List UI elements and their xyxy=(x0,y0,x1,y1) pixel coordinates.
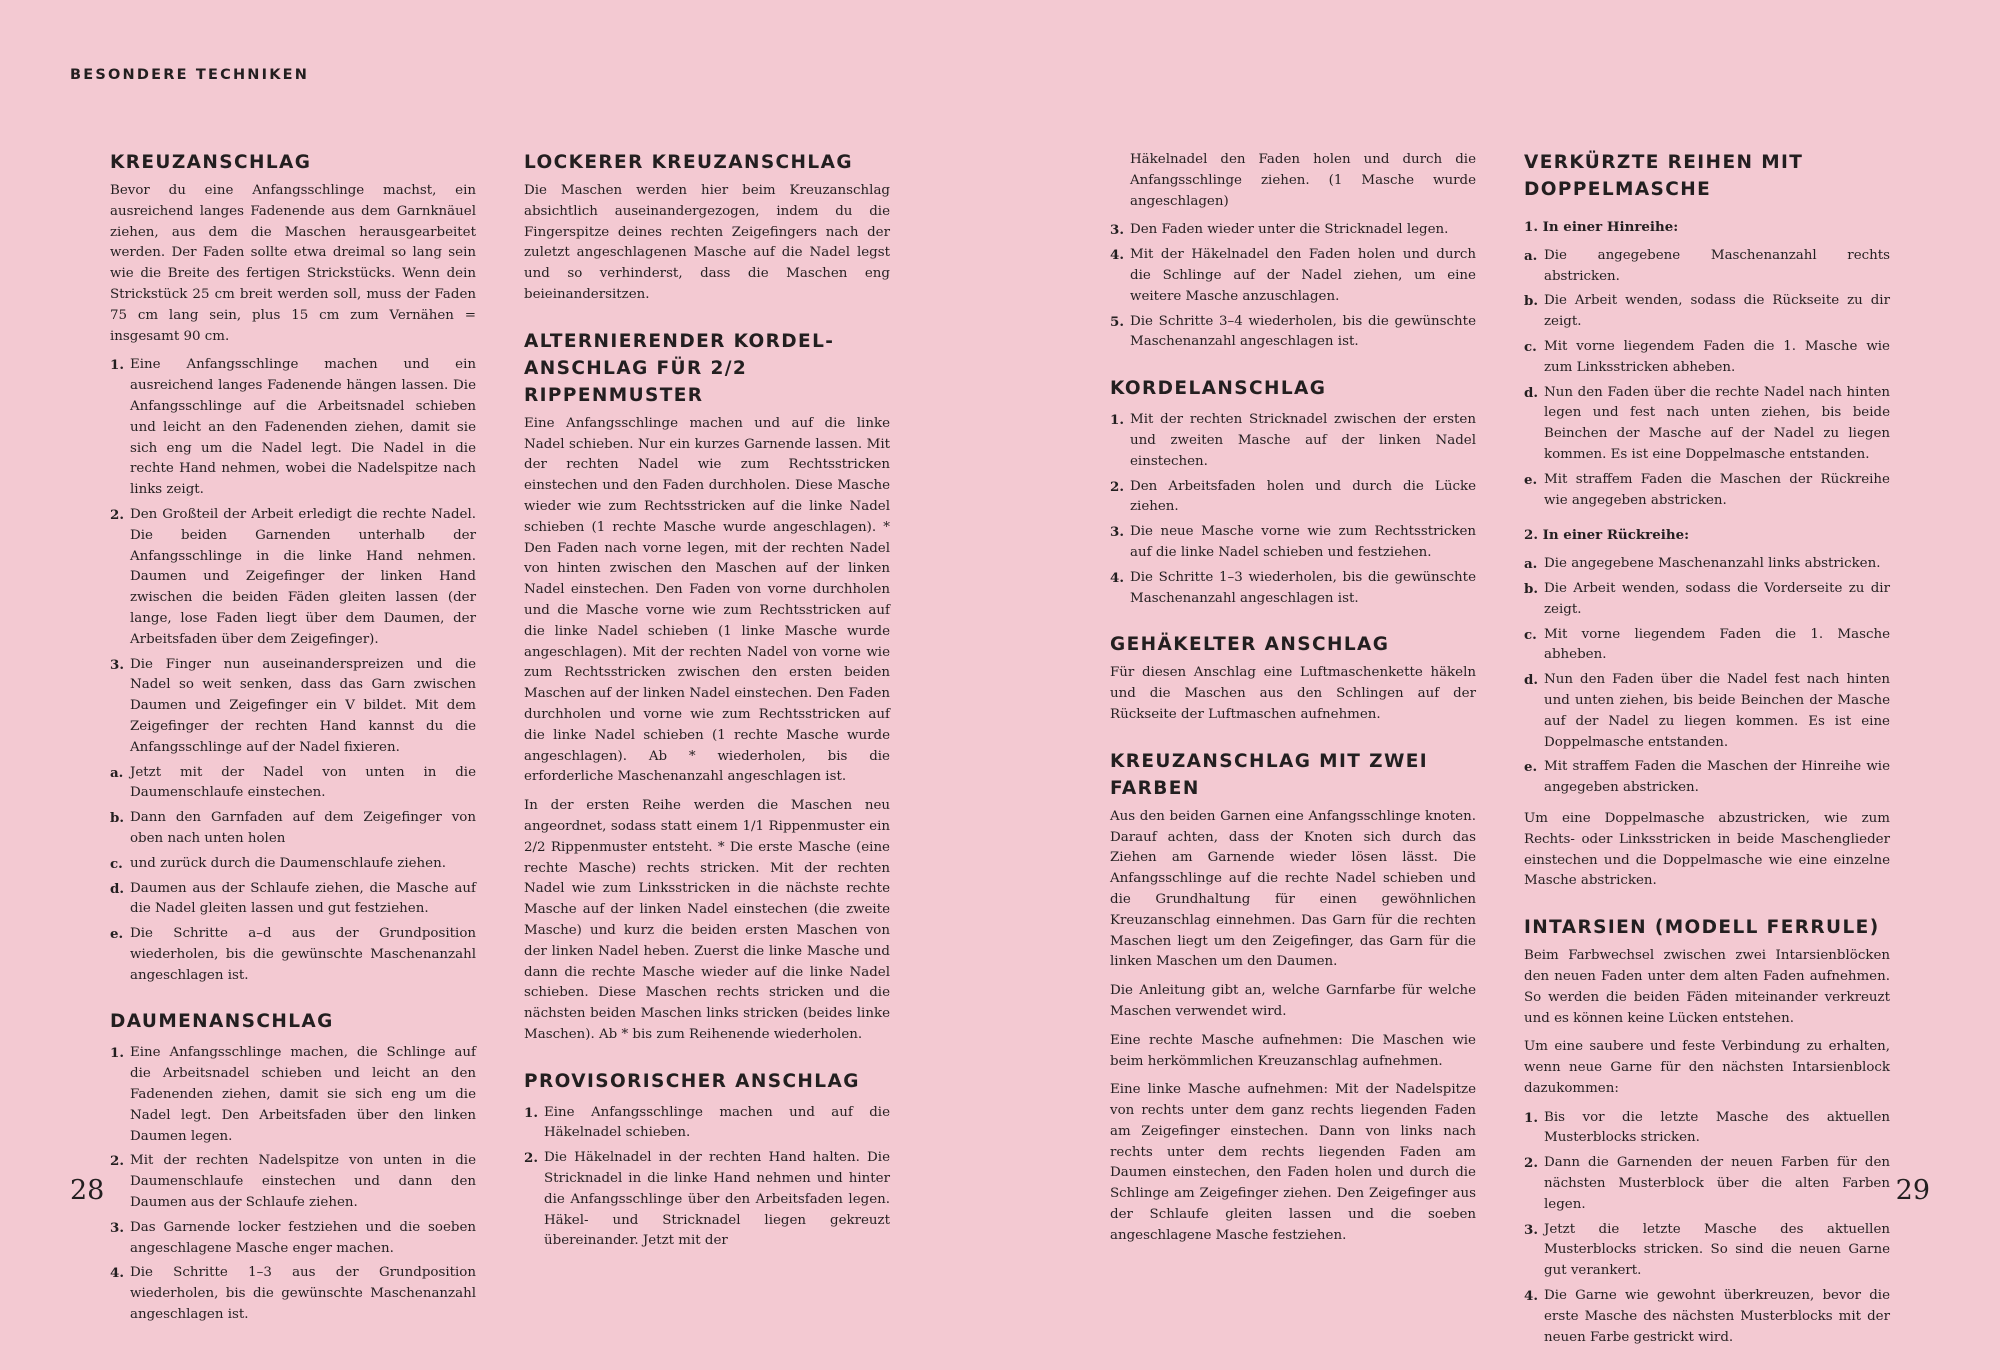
step-item xyxy=(110,655,476,759)
step-number: 2. xyxy=(524,1150,538,1167)
paragraph: Eine rechte Masche aufnehmen: Die Maschen wie beim herkömmlichen Kreuzanschlag aufnehmen. xyxy=(1110,1032,1476,1069)
step-text: Den Arbeitsfaden holen und durch die Lücke ziehen. xyxy=(1130,478,1476,515)
step-text: Mit vorne liegendem Faden die 1. Masche wie zum Linksstricken abheben. xyxy=(1544,338,1890,375)
section-kreuzanschlag xyxy=(110,149,476,986)
step-number: d. xyxy=(110,880,125,897)
step-number: 3. xyxy=(110,1219,124,1236)
step-item xyxy=(110,854,476,875)
step-list xyxy=(1524,554,1890,799)
page-number-right: 29 xyxy=(1895,1175,1930,1206)
step-number: a. xyxy=(110,764,124,781)
step-text: Eine Anfangsschlinge machen und ein ausreichend langes Fadenende hängen lassen. Die Anfangsschlinge auf die Arbeitsnadel schieben und leicht an den Fadenenden ziehen, damit sie sich eng um die Nadel legt. Die Nadel in die rechte Hand nehmen, wobei die Nadelspitze nach links zeigt. xyxy=(130,357,476,498)
step-number: 4. xyxy=(1110,247,1124,264)
step-text: Dann den Garnfaden auf dem Zeigefinger von oben nach unten holen xyxy=(130,810,476,846)
step-item xyxy=(1110,477,1476,519)
section-title: KORDELANSCHLAG xyxy=(1110,378,1327,400)
step-item xyxy=(1524,246,1890,288)
step-text: Den Großteil der Arbeit erledigt die rechte Nadel. Die beiden Garnenden unterhalb der Anfangsschlinge in die linke Hand nehmen. Daumen und Zeigefinger der linken Hand zwischen die beiden Fäden gleiten lassen (der lange, lose Faden liegt über dem Daumen, der Arbeitsfaden über dem Zeigefinger). xyxy=(130,506,476,647)
step-number: 1. xyxy=(110,357,124,374)
step-text: Mit vorne liegendem Faden die 1. Masche abheben. xyxy=(1544,626,1890,663)
step-number: 2. xyxy=(110,506,124,523)
step-item xyxy=(1524,579,1890,621)
section-title: ALTERNIERENDER KORDEL-ANSCHLAG FÜR 2/2 RIPPENMUSTER xyxy=(524,330,835,406)
page-number-left: 28 xyxy=(70,1175,105,1206)
step-number: 2. xyxy=(110,1153,124,1170)
step-item xyxy=(1524,470,1890,512)
step-text: Mit straffem Faden die Maschen der Hinreihe wie angegeben abstricken. xyxy=(1544,759,1890,796)
step-text: Die Schritte 1–3 aus der Grundposition wiederholen, bis die gewünschte Maschenanzahl angeschlagen ist. xyxy=(130,1265,476,1323)
step-item xyxy=(110,1151,476,1213)
step-item xyxy=(1524,670,1890,753)
paragraph: In der ersten Reihe werden die Maschen neu angeordnet, sodass statt einem 1/1 Rippenmuster ein 2/2 Rippenmuster entsteht. * Die erste Masche (eine rechte Masche) rechts stricken. Mit der rechten Nadel wie zum Linksstricken in die nächste rechte Masche auf der linken Nadel einstechen (die zweite Masche) und kurz die beiden ersten Maschen von der linken Nadel heben. Zuerst die linke Masche und dann die rechte Masche wieder auf die linke Nadel schieben. Diese Maschen rechts stricken und die nächsten beiden Maschen links stricken (beides linke Maschen). Ab * bis zum Reihenende wiederholen. xyxy=(524,798,890,1042)
step-list xyxy=(524,1103,890,1253)
step-text: Bis vor die letzte Masche des aktuellen Musterblocks stricken. xyxy=(1544,1109,1890,1146)
section-gehaekelter-anschlag xyxy=(1110,631,1476,725)
section-title: INTARSIEN (MODELL FERRULE) xyxy=(1524,917,1880,939)
step-number: e. xyxy=(110,926,124,943)
column-4 xyxy=(1524,149,1890,1370)
step-number: 1. xyxy=(1524,1109,1538,1126)
step-number: 2. xyxy=(1524,1155,1538,1172)
step-number: b. xyxy=(110,810,125,827)
paragraph: Aus den beiden Garnen eine Anfangsschlinge knoten. Darauf achten, dass der Knoten sich durch das Ziehen am Garnende wieder lösen lässt. Die Anfangsschlinge auf die rechte Nadel schieben und die Grundhaltung für einen gewöhnlichen Kreuzanschlag einnehmen. Das Garn für die rechten Maschen liegt um den Zeigefinger, das Garn für die linken Maschen um den Daumen. xyxy=(1110,808,1476,970)
step-list xyxy=(1524,246,1890,512)
step-item xyxy=(1524,757,1890,799)
step-item xyxy=(1110,220,1476,241)
running-header: BESONDERE TECHNIKEN xyxy=(70,67,310,83)
step-text: Die Schritte 3–4 wiederholen, bis die gewünschte Maschenanzahl angeschlagen ist. xyxy=(1130,313,1476,350)
section-title: KREUZANSCHLAG MIT ZWEI FARBEN xyxy=(1110,750,1429,799)
section-kordelanschlag xyxy=(1110,375,1476,609)
step-item xyxy=(110,1218,476,1260)
paragraph: Die Maschen werden hier beim Kreuzanschlag absichtlich auseinandergezogen, indem du die Fingerspitze deines rechten Zeigefingers nach der zuletzt angeschlagenen Masche auf die Nadel legst und so verhinderst, dass die Maschen eng beieinandersitzen. xyxy=(524,183,890,302)
step-number: 1. xyxy=(110,1045,124,1062)
step-number: 3. xyxy=(1110,524,1124,541)
step-number: d. xyxy=(1524,672,1539,689)
step-number: 1. xyxy=(524,1104,538,1121)
paragraph: Beim Farbwechsel zwischen zwei Intarsienblöcken den neuen Faden unter dem alten Faden aufnehmen. So werden die beiden Fäden miteinander verkreuzt und es können keine Lücken entstehen. xyxy=(1524,948,1890,1026)
step-number: 1. xyxy=(1110,412,1124,429)
step-text: Die Arbeit wenden, sodass die Vorderseite zu dir zeigt. xyxy=(1544,580,1890,617)
step-number: 3. xyxy=(1110,222,1124,239)
section-daumenanschlag xyxy=(110,1008,476,1325)
step-text: Das Garnende locker festziehen und die soeben angeschlagene Masche enger machen. xyxy=(130,1219,476,1256)
step-text: Die Schritte 1–3 wiederholen, bis die gewünschte Maschenanzahl angeschlagen ist. xyxy=(1130,569,1476,606)
section-title: KREUZANSCHLAG xyxy=(110,152,312,173)
step-number: d. xyxy=(1524,384,1539,401)
step-text: Die Arbeit wenden, sodass die Rückseite zu dir zeigt. xyxy=(1544,293,1890,330)
step-number: 4. xyxy=(110,1265,124,1282)
column-1 xyxy=(110,149,476,1348)
column-2 xyxy=(524,149,890,1274)
step-item xyxy=(110,763,476,805)
paragraph: Eine linke Masche aufnehmen: Mit der Nadelspitze von rechts unter dem ganz rechts liegenden Faden am Zeigefinger einstechen. Dann von links nach rechts unter dem rechts liegenden Faden am Daumen einstechen, den Faden holen und durch die Schlinge am Zeigefinger ziehen. Den Zeigefinger aus der Schlaufe gleiten lassen und die soeben angeschlagene Masche festziehen. xyxy=(1110,1082,1476,1243)
step-text: Eine Anfangsschlinge machen, die Schlinge auf die Arbeitsnadel schieben und leicht an den Fadenenden ziehen, damit sie sich eng um die Nadel legt. Den Arbeitsfaden über den linken Daumen legen. xyxy=(130,1045,476,1144)
step-number: 4. xyxy=(1110,569,1124,586)
section-title: LOCKERER KREUZANSCHLAG xyxy=(524,152,853,173)
step-number: 3. xyxy=(110,656,124,673)
section-title: DAUMENANSCHLAG xyxy=(110,1011,334,1033)
section-title: VERKÜRZTE REIHEN MIT DOPPELMASCHE xyxy=(1524,152,1804,200)
step-item xyxy=(1524,554,1890,575)
step-item xyxy=(524,1103,890,1145)
section-title: GEHÄKELTER ANSCHLAG xyxy=(1110,634,1390,656)
step-item xyxy=(1524,383,1890,466)
step-number: c. xyxy=(1524,626,1537,643)
step-text: Die neue Masche vorne wie zum Rechtsstricken auf die linke Nadel schieben und festziehen. xyxy=(1130,524,1476,560)
sublabel-hinreihe: 1. In einer Hinreihe: xyxy=(1524,219,1679,235)
step-number: b. xyxy=(1524,580,1539,597)
step-number: a. xyxy=(1524,556,1538,573)
step-text: Jetzt mit der Nadel von unten in die Daumenschlaufe einstechen. xyxy=(130,764,476,801)
paragraph: Um eine Doppelmasche abzustricken, wie zum Rechts- oder Linksstricken in beide Maschenglieder einstechen und die Doppelmasche wie eine einzelne Masche abstricken. xyxy=(1524,810,1890,889)
step-item xyxy=(110,355,476,501)
paragraph: Eine Anfangsschlinge machen und auf die linke Nadel schieben. Nur ein kurzes Garnende lassen. Mit der rechten Nadel wie zum Rechtsstricken einstechen und den Faden durchholen. Diese Masche wieder wie zum Rechtsstricken auf die linke Nadel schieben (1 rechte Masche wurde angeschlagen). * Den Faden nach vorne legen, mit der rechten Nadel von hinten zwischen den Maschen auf der linken Nadel einstechen. Den Faden von vorne durchholen und die Masche vorne wie zum Rechtsstricken auf die linke Nadel schieben (1 linke Masche wurde angeschlagen). Mit der rechten Nadel von vorne wie zum Rechtsstricken zwischen den ersten beiden Maschen auf der linken Nadel einstechen. Den Faden durchholen und vorne wie zum Rechtsstricken auf die linke Nadel schieben (1 rechte Masche wurde angeschlagen). Ab * wiederholen, bis die erforderliche Maschenanzahl angeschlagen ist. xyxy=(524,415,890,785)
column-3 xyxy=(1110,150,1476,1269)
step-text: Dann die Garnenden der neuen Farben für den nächsten Musterblock über die alten Farben legen. xyxy=(1544,1155,1890,1212)
step-item xyxy=(110,1043,476,1147)
section-alternierender-kordelanschlag xyxy=(524,328,890,1046)
paragraph: Für diesen Anschlag eine Luftmaschenkette häkeln und die Maschen aus den Schlingen auf der Rückseite der Luftmaschen aufnehmen. xyxy=(1110,665,1476,722)
step-item xyxy=(1110,312,1476,354)
step-item xyxy=(1110,568,1476,610)
step-list xyxy=(110,355,476,986)
step-number: 5. xyxy=(1110,313,1124,330)
step-item xyxy=(524,1148,890,1252)
step-text: Mit der Häkelnadel den Faden holen und durch die Schlinge auf der Nadel ziehen, um eine weitere Masche anzuschlagen. xyxy=(1130,247,1476,304)
step-item xyxy=(110,924,476,986)
step-number: c. xyxy=(1524,338,1537,355)
section-provisorischer-anschlag xyxy=(524,1068,890,1253)
step-item xyxy=(1524,1153,1890,1215)
section-verkuerzte-reihen xyxy=(1524,149,1890,892)
step-number: c. xyxy=(110,855,123,872)
step-text: Jetzt die letzte Masche des aktuellen Musterblocks stricken. So sind die neuen Garne gut verankert. xyxy=(1544,1221,1890,1279)
step-text: Mit der rechten Stricknadel zwischen der ersten und zweiten Masche auf der linken Nadel einstechen. xyxy=(1130,412,1476,469)
continued-step-text: Häkelnadel den Faden holen und durch die Anfangsschlinge ziehen. (1 Masche wurde angeschlagen) xyxy=(1130,152,1476,209)
step-item xyxy=(1524,337,1890,379)
step-text: Daumen aus der Schlaufe ziehen, die Masche auf die Nadel gleiten lassen und gut festziehen. xyxy=(130,880,476,917)
paragraph: Bevor du eine Anfangsschlinge machst, ein ausreichend langes Fadenende aus dem Garnknäuel ziehen, aus dem die Maschen herausgearbeitet werden. Der Faden sollte etwa dreimal so lang sein wie die Breite des fertigen Strickstücks. Wenn dein Strickstück 25 cm breit werden soll, muss der Faden 75 cm lang sein, plus 15 cm zum Vernähen = insgesamt 90 cm. xyxy=(110,183,476,344)
step-list xyxy=(1110,220,1476,353)
step-text: Eine Anfangsschlinge machen und auf die Häkelnadel schieben. xyxy=(544,1104,890,1141)
step-text: Die Garne wie gewohnt überkreuzen, bevor die erste Masche des nächsten Musterblocks mit der neuen Farbe gestrickt wird. xyxy=(1544,1288,1890,1345)
step-text: Die angegebene Maschenanzahl rechts abstricken. xyxy=(1544,247,1890,284)
step-text: und zurück durch die Daumenschlaufe ziehen. xyxy=(130,855,446,871)
step-text: Nun den Faden über die rechte Nadel nach hinten legen und fest nach unten ziehen, bis beide Beinchen der Masche auf der Nadel zu liegen kommen. Es ist eine Doppelmasche entstanden. xyxy=(1544,384,1890,462)
step-text: Die Schritte a–d aus der Grundposition wiederholen, bis die gewünschte Maschenanzahl angeschlagen ist. xyxy=(130,926,476,983)
section-provisorisch-continued xyxy=(1110,220,1476,353)
step-text: Die Häkelnadel in der rechten Hand halten. Die Stricknadel in die linke Hand nehmen und hinter die Anfangsschlinge über den Arbeitsfaden legen. Häkel- und Stricknadel liegen gekreuzt übereinander. Jetzt mit der xyxy=(544,1150,890,1249)
section-intarsien xyxy=(1524,914,1890,1348)
step-item xyxy=(1524,625,1890,667)
step-number: b. xyxy=(1524,293,1539,310)
step-text: Mit der rechten Nadelspitze von unten in die Daumenschlaufe einstechen und dann den Daumen aus der Schlaufe ziehen. xyxy=(130,1153,476,1211)
step-number: e. xyxy=(1524,759,1538,776)
paragraph: Die Anleitung gibt an, welche Garnfarbe für welche Maschen verwendet wird. xyxy=(1110,983,1476,1019)
step-list xyxy=(1110,410,1476,609)
step-text: Nun den Faden über die Nadel fest nach hinten und unten ziehen, bis beide Beinchen der Masche auf der Nadel zu liegen kommen. Es ist eine Doppelmasche entstanden. xyxy=(1544,672,1890,750)
step-number: 4. xyxy=(1524,1288,1538,1305)
step-number: a. xyxy=(1524,247,1538,264)
step-item xyxy=(110,505,476,651)
step-text: Die angegebene Maschenanzahl links abstricken. xyxy=(1544,556,1881,572)
step-item xyxy=(110,879,476,921)
step-list xyxy=(110,1043,476,1325)
paragraph: Um eine saubere und feste Verbindung zu erhalten, wenn neue Garne für den nächsten Intarsienblock dazukommen: xyxy=(1524,1039,1890,1096)
step-number: e. xyxy=(1524,471,1538,488)
step-item xyxy=(1524,1108,1890,1150)
step-item xyxy=(110,1263,476,1325)
step-item xyxy=(1110,410,1476,472)
step-number: 2. xyxy=(1110,478,1124,495)
step-item xyxy=(1110,245,1476,307)
step-item xyxy=(110,808,476,850)
step-list xyxy=(1524,1108,1890,1349)
step-item xyxy=(1110,522,1476,564)
step-text: Den Faden wieder unter die Stricknadel legen. xyxy=(1130,222,1449,238)
step-item xyxy=(1524,1220,1890,1282)
step-text: Mit straffem Faden die Maschen der Rückreihe wie angegeben abstricken. xyxy=(1544,471,1890,508)
sublabel-rueckreihe: 2. In einer Rückreihe: xyxy=(1524,527,1690,544)
section-lockerer-kreuzanschlag xyxy=(524,149,890,306)
step-text: Die Finger nun auseinanderspreizen und die Nadel so weit senken, dass das Garn zwischen Daumen und Zeigefinger ein V bildet. Mit dem Zeigefinger der rechten Hand kannst du die Anfangsschlinge auf der Nadel fixieren. xyxy=(130,656,476,755)
step-item xyxy=(1524,1286,1890,1348)
section-title: PROVISORISCHER ANSCHLAG xyxy=(524,1070,860,1092)
step-number: 3. xyxy=(1524,1221,1538,1238)
step-item xyxy=(1524,291,1890,333)
section-kreuzanschlag-zwei-farben xyxy=(1110,748,1476,1247)
